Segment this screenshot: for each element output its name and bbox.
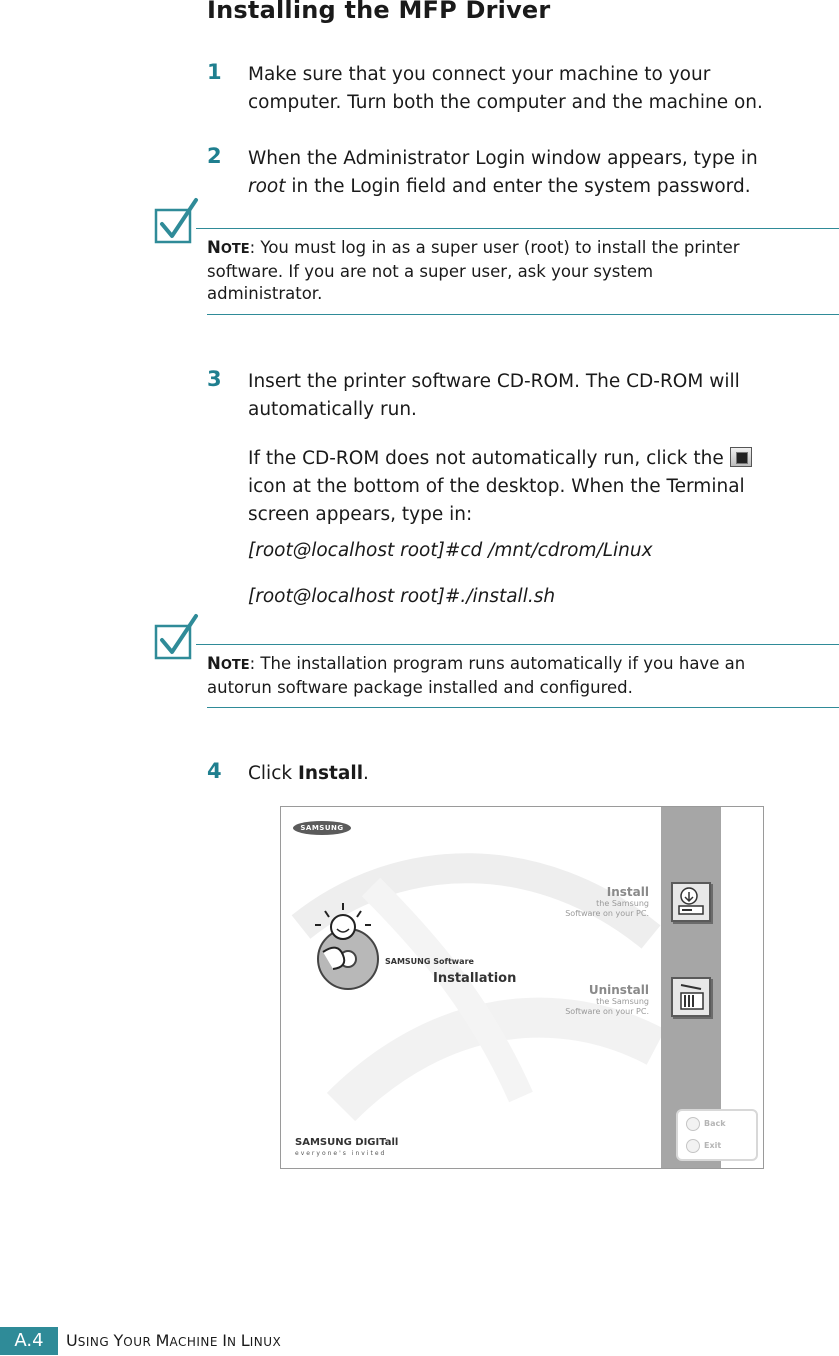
back-button[interactable]: Back <box>704 1119 726 1128</box>
cd-mascot-icon <box>303 897 383 997</box>
back-exit-panel <box>676 1109 758 1161</box>
step-4-text: Click Install. <box>248 763 369 784</box>
note-2-top-rule <box>196 644 839 645</box>
step-3-para-2 <box>248 445 752 529</box>
step-3-text <box>248 368 740 424</box>
step-1-number: 1 <box>207 60 222 84</box>
checkmark-note-icon <box>148 196 200 248</box>
note-2-bottom-rule <box>207 707 839 708</box>
installer-screenshot <box>280 806 764 1169</box>
step-2-number: 2 <box>207 144 222 168</box>
step-3-para-2-line-3: screen appears, type in: <box>248 504 473 525</box>
step-3-para-2-line-1 <box>248 445 752 473</box>
page-heading: Installing the MFP Driver <box>207 0 551 24</box>
step-3-number: 3 <box>207 367 222 391</box>
step-3-line-2: automatically run. <box>248 399 417 420</box>
uninstall-icon <box>673 979 709 1015</box>
install-button[interactable] <box>671 882 711 922</box>
note-2-text-first: : The installation program runs automatically if you have an <box>249 654 746 673</box>
step-2-line-1: When the Administrator Login window appears, type in <box>248 148 758 169</box>
note-1-label: NOTE <box>207 238 250 257</box>
note-1-text-first: : You must log in as a super user (root) to install the printer <box>249 238 740 257</box>
step-4-bold-install: Install <box>297 763 364 784</box>
exit-button[interactable]: Exit <box>704 1141 722 1150</box>
note-2-line-1 <box>207 653 839 677</box>
install-option-text: Install the Samsung Software on your PC. <box>565 885 649 918</box>
uninstall-button[interactable] <box>671 977 711 1017</box>
samsung-logo: SAMSUNG <box>293 821 351 835</box>
software-label: SAMSUNG Software <box>385 957 474 966</box>
checkmark-note-icon <box>148 612 200 664</box>
note-1-top-rule <box>196 228 839 229</box>
step-4-number: 4 <box>207 759 222 783</box>
step-2-text <box>248 145 758 201</box>
step-2-line-2 <box>248 173 758 201</box>
install-icon <box>673 884 709 920</box>
samsung-digitall-logo: SAMSUNG DIGITall <box>295 1137 399 1148</box>
note-2 <box>207 653 839 699</box>
tagline: everyone's invited <box>295 1150 387 1157</box>
step-1-line-1: Make sure that you connect your machine to your <box>248 64 711 85</box>
step-1-line-2: computer. Turn both the computer and the machine on. <box>248 92 763 113</box>
code-line-2: [root@localhost root]#./install.sh <box>248 586 556 607</box>
exit-icon <box>686 1139 700 1153</box>
step-3-line-1: Insert the printer software CD-ROM. The CD-ROM will <box>248 371 740 392</box>
back-icon <box>686 1117 700 1131</box>
step-3-para-2-text: If the CD-ROM does not automatically run, click the <box>248 448 724 469</box>
uninstall-option-text: Uninstall the Samsung Software on your PC. <box>565 983 649 1016</box>
step-1-text <box>248 61 763 117</box>
chapter-title: USING YOUR MACHINE IN LINUX <box>66 1331 282 1350</box>
note-2-label: NOTE <box>207 654 250 673</box>
installation-label: Installation <box>433 971 517 986</box>
note-1-line-2: software. If you are not a super user, ask your system <box>207 262 654 281</box>
note-1-line-3: administrator. <box>207 284 323 303</box>
page-number: A.4 <box>0 1327 58 1355</box>
note-2-line-2: autorun software package installed and configured. <box>207 678 633 697</box>
note-1-bottom-rule <box>207 314 839 315</box>
note-1-line-1 <box>207 237 839 261</box>
step-2-italic-root: root <box>248 176 286 197</box>
step-2-line-2-rest: in the Login field and enter the system password. <box>285 176 751 197</box>
step-3-para-2-line-2: icon at the bottom of the desktop. When the Terminal <box>248 476 745 497</box>
code-line-1: [root@localhost root]#cd /mnt/cdrom/Linux <box>248 540 653 561</box>
note-1 <box>207 237 839 305</box>
terminal-icon <box>730 447 752 467</box>
